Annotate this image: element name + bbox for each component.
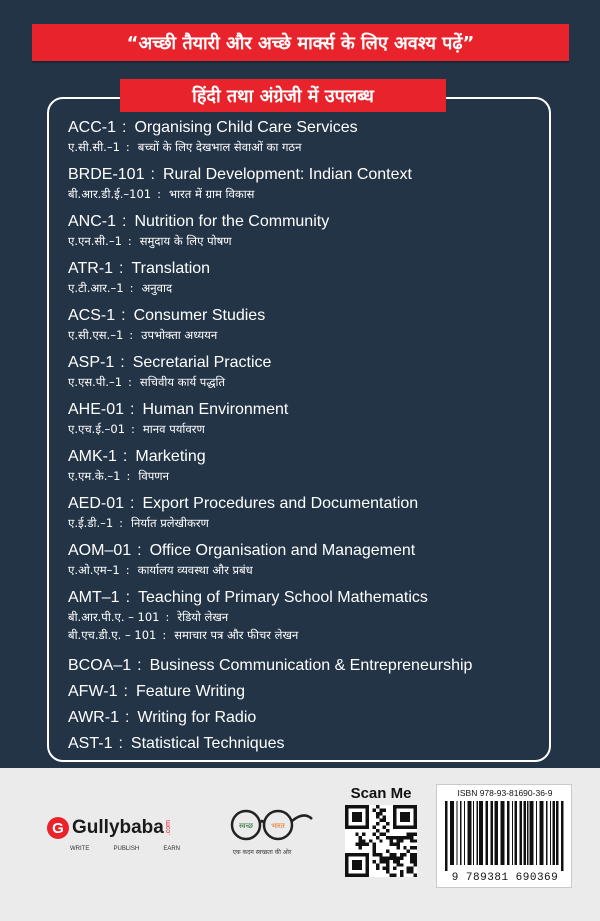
course-code: BCOA–1 bbox=[68, 657, 132, 674]
course-separator: : bbox=[120, 354, 125, 371]
swachh-right-text: भारत bbox=[271, 822, 285, 830]
course-english-line bbox=[68, 588, 548, 608]
course-hindi-line bbox=[68, 232, 548, 250]
course-english-line bbox=[68, 212, 548, 232]
course-separator: : bbox=[123, 683, 128, 700]
swachh-caption: एक कदम स्वच्छता की ओर bbox=[232, 849, 292, 856]
course-entry bbox=[68, 708, 548, 734]
course-separator: : bbox=[122, 448, 128, 465]
course-code: AHE-01 bbox=[68, 401, 125, 418]
course-separator: : bbox=[137, 542, 142, 559]
course-code: ATR-1 bbox=[68, 260, 114, 277]
course-hindi-line bbox=[68, 326, 548, 344]
course-hindi-separator: : bbox=[127, 234, 132, 248]
course-hindi-line bbox=[68, 608, 548, 626]
course-english-line bbox=[68, 400, 548, 420]
course-hindi-separator: : bbox=[119, 516, 124, 530]
course-code: ANC-1 bbox=[68, 213, 117, 230]
course-code: ASP-1 bbox=[68, 354, 115, 371]
course-hindi-title: उपभोक्ता अध्ययन bbox=[141, 328, 218, 342]
course-separator: : bbox=[130, 401, 135, 418]
swachh-bharat-glasses-icon bbox=[216, 805, 316, 845]
course-hindi-separator: : bbox=[129, 328, 134, 342]
course-hindi-code: बी.आर.डी.ई.–101 bbox=[68, 187, 152, 201]
course-hindi-line bbox=[68, 561, 548, 579]
course-entry bbox=[68, 259, 548, 306]
course-english-line bbox=[68, 541, 548, 561]
course-separator: : bbox=[124, 709, 130, 726]
course-hindi-line bbox=[68, 373, 548, 391]
course-hindi-title: विपणन bbox=[138, 469, 169, 483]
course-entry bbox=[68, 541, 548, 588]
course-title: Business Communication & Entrepreneurship bbox=[149, 657, 473, 674]
course-english-line bbox=[68, 656, 548, 676]
course-english-line bbox=[68, 494, 548, 514]
top-banner bbox=[32, 24, 569, 61]
course-code: AST-1 bbox=[68, 735, 113, 752]
course-title: Translation bbox=[131, 260, 211, 277]
course-title: Marketing bbox=[135, 448, 206, 465]
course-code: BRDE-101 bbox=[68, 166, 145, 183]
course-english-line bbox=[68, 682, 548, 702]
course-entry bbox=[68, 212, 548, 259]
course-hindi-code: ए.एस.पी.–1 bbox=[68, 375, 123, 389]
course-title: Consumer Studies bbox=[133, 307, 266, 324]
course-code: AED-01 bbox=[68, 495, 125, 512]
course-hindi-title: समुदाय के लिए पोषण bbox=[139, 234, 232, 248]
course-entry bbox=[68, 306, 548, 353]
course-english-line bbox=[68, 259, 548, 279]
availability-banner bbox=[120, 79, 446, 112]
course-hindi-title: कार्यालय व्यवस्था और प्रबंध bbox=[137, 563, 253, 577]
course-hindi-title: मानव पर्यावरण bbox=[142, 422, 205, 436]
course-entry bbox=[68, 588, 548, 656]
tagline-word: EARN bbox=[163, 846, 180, 852]
course-separator: : bbox=[150, 166, 155, 183]
course-hindi-code: ए.सी.सी.–1 bbox=[68, 140, 120, 154]
course-hindi-title: निर्यात प्रलेखीकरण bbox=[131, 516, 209, 530]
isbn-number: ISBN 978-93-81690-36-9 bbox=[457, 788, 553, 798]
logo-tagline bbox=[70, 846, 180, 852]
course-hindi-code: ए.एन.सी.–1 bbox=[68, 234, 122, 248]
course-separator: : bbox=[137, 657, 142, 674]
course-entry bbox=[68, 494, 548, 541]
course-title: Export Procedures and Documentation bbox=[142, 495, 419, 512]
course-entry bbox=[68, 734, 548, 760]
course-title: Organising Child Care Services bbox=[134, 119, 358, 136]
course-separator: : bbox=[122, 213, 127, 230]
course-title: Teaching of Primary School Mathematics bbox=[138, 589, 428, 606]
course-hindi-separator: : bbox=[165, 610, 170, 624]
course-hindi-line bbox=[68, 138, 548, 156]
isbn-barcode-box bbox=[436, 784, 572, 888]
course-hindi-separator: : bbox=[131, 422, 135, 436]
course-english-line bbox=[68, 165, 548, 185]
course-title: Human Environment bbox=[142, 401, 289, 418]
course-hindi-separator: : bbox=[128, 375, 132, 389]
course-english-line bbox=[68, 118, 548, 138]
course-entry bbox=[68, 400, 548, 447]
course-list bbox=[68, 118, 548, 760]
gullybaba-logo bbox=[47, 817, 172, 839]
course-entry bbox=[68, 118, 548, 165]
course-code: AMT–1 bbox=[68, 589, 120, 606]
course-english-line bbox=[68, 708, 548, 728]
course-hindi-code: ए.टी.आर.–1 bbox=[68, 281, 124, 295]
course-separator: : bbox=[122, 119, 127, 136]
course-hindi-separator: : bbox=[126, 469, 131, 483]
course-hindi-line bbox=[68, 279, 548, 297]
course-hindi-separator: : bbox=[129, 281, 134, 295]
course-hindi-title: अनुवाद bbox=[141, 281, 173, 295]
course-hindi-separator: : bbox=[125, 140, 130, 154]
logo-mark-icon: G bbox=[47, 817, 69, 839]
course-english-line bbox=[68, 306, 548, 326]
course-hindi-separator: : bbox=[162, 628, 167, 642]
barcode-digits: 9 789381 690369 bbox=[451, 872, 559, 884]
course-hindi-title: भारत में ग्राम विकास bbox=[168, 187, 255, 201]
course-code: AMK-1 bbox=[68, 448, 117, 465]
swachh-left-text: स्वच्छ bbox=[238, 822, 254, 830]
course-english-line bbox=[68, 353, 548, 373]
course-hindi-line bbox=[68, 514, 548, 532]
course-hindi-line bbox=[68, 185, 548, 203]
course-hindi-title: सचिवीय कार्य पद्धति bbox=[139, 375, 226, 389]
course-hindi-code: ए.ओ.एम–1 bbox=[68, 563, 120, 577]
scan-me-label: Scan Me bbox=[350, 785, 412, 802]
course-hindi-separator: : bbox=[157, 187, 161, 201]
qr-code bbox=[345, 805, 417, 877]
course-code: ACS-1 bbox=[68, 307, 116, 324]
isbn-barcode bbox=[445, 801, 565, 871]
logo-text: Gullybaba bbox=[72, 817, 164, 838]
course-separator: : bbox=[119, 260, 124, 277]
course-separator: : bbox=[118, 735, 123, 752]
course-hindi-line bbox=[68, 626, 548, 644]
course-entry bbox=[68, 165, 548, 212]
course-english-line bbox=[68, 447, 548, 467]
course-hindi-line bbox=[68, 420, 548, 438]
course-english-line bbox=[68, 734, 548, 754]
course-hindi-code: बी.एच.डी.ए. – 101 bbox=[68, 628, 157, 642]
course-title: Writing for Radio bbox=[137, 709, 257, 726]
course-hindi-title: समाचार पत्र और फीचर लेखन bbox=[174, 628, 299, 642]
course-code: AFW-1 bbox=[68, 683, 118, 700]
course-code: AOM–01 bbox=[68, 542, 132, 559]
course-separator: : bbox=[121, 307, 126, 324]
tagline-word: PUBLISH bbox=[113, 846, 140, 852]
top-banner-text: “अच्छी तैयारी और अच्छे मार्क्स के लिए अवश्य पढ़ें” bbox=[126, 32, 475, 54]
course-hindi-code: ए.सी.एस.–1 bbox=[68, 328, 124, 342]
course-title: Feature Writing bbox=[135, 683, 246, 700]
course-separator: : bbox=[130, 495, 135, 512]
course-hindi-title: रेडियो लेखन bbox=[177, 610, 229, 624]
course-title: Rural Development: Indian Context bbox=[162, 166, 412, 183]
course-hindi-code: बी.आर.पी.ए. – 101 bbox=[68, 610, 160, 624]
availability-banner-text: हिंदी तथा अंग्रेजी में उपलब्ध bbox=[192, 85, 374, 107]
tagline-word: WRITE bbox=[70, 846, 90, 852]
course-hindi-separator: : bbox=[125, 563, 130, 577]
logo-suffix: .com bbox=[164, 820, 172, 836]
course-hindi-line bbox=[68, 467, 548, 485]
course-entry bbox=[68, 656, 548, 682]
course-title: Secretarial Practice bbox=[132, 354, 272, 371]
course-title: Nutrition for the Community bbox=[134, 213, 330, 230]
course-title: Statistical Techniques bbox=[130, 735, 285, 752]
course-entry bbox=[68, 682, 548, 708]
course-hindi-code: ए.एम.के.–1 bbox=[68, 469, 121, 483]
course-entry bbox=[68, 353, 548, 400]
course-hindi-code: ए.ई.डी.–1 bbox=[68, 516, 114, 530]
course-entry bbox=[68, 447, 548, 494]
course-hindi-code: ए.एच.ई.–01 bbox=[68, 422, 126, 436]
course-code: ACC-1 bbox=[68, 119, 117, 136]
course-title: Office Organisation and Management bbox=[149, 542, 416, 559]
course-separator: : bbox=[125, 589, 131, 606]
course-hindi-title: बच्चों के लिए देखभाल सेवाओं का गठन bbox=[137, 140, 302, 154]
course-code: AWR-1 bbox=[68, 709, 119, 726]
